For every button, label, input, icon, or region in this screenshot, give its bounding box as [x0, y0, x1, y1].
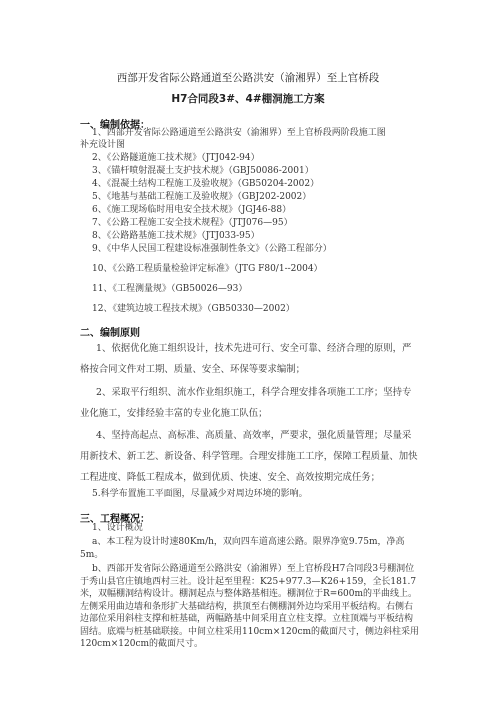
principle-paragraph: 4、坚持高起点、高标准、高质量、高效率，严要求，强化质量管理；尽量采用新技术、新工艺、新设备、科学管理。合理安排施工工序，保障工程质量、加快工程进度、降低工程成本，做到优质、快速、安全、高效按期完成任务；	[80, 430, 418, 483]
basis-item: 5、《地基与基础工程施工及验收规》（GBJ202-2002）	[92, 192, 312, 202]
overview-paragraph: a、本工程为设计时速80Km/h，双向四车道高速公路。限界净宽9.75m，净高5m。	[80, 537, 405, 560]
basis-item: 11、《工程测量规》（GB50026—93）	[92, 284, 248, 294]
document-title: 西部开发省际公路通道至公路洪安（渝湘界）至上官桥段	[116, 72, 380, 84]
basis-item: 2、《公路隧道施工技术规》（JTJ042-94）	[92, 153, 260, 163]
overview-subheading: 1、设计概况	[92, 523, 143, 533]
basis-item: 补充设计图	[80, 140, 126, 150]
section-heading-overview: 三、工程概况：	[80, 514, 150, 525]
document-subtitle: H7合同段3#、4#棚洞施工方案	[171, 93, 325, 105]
section-heading-principles: 二、编制原则	[80, 328, 140, 339]
basis-item: 1、西部开发省际公路通道至公路洪安（渝湘界）至上官桥段两阶段施工图	[92, 128, 386, 138]
basis-item: 12、《建筑边坡工程技术规》（GB50330—2002）	[92, 304, 295, 314]
basis-item: 3、《锚杆喷射混凝土支护技术规》（GBJ50086-2001）	[92, 166, 314, 176]
basis-item: 7、《公路工程施工安全技术规程》（JTJ076—95）	[92, 218, 293, 228]
overview-paragraph: b、西部开发省际公路通道至公路洪安（渝湘界）至上官桥段H7合同段3号棚洞位于秀山县官庄镇地西村三社。设计起至里程：K25+977.3—K26+159，全长181.7米，双幅棚洞结构设计。棚洞起点与整体路基相连。棚洞位于R=600m的平曲线上。左侧采用曲边墙和条形扩大基础结构，拱顶至右侧棚洞外边均采用平板结构。右侧右边部位采用斜柱支撑和桩基础，两幅路基中间采用直立柱支撑。立柱顶端与平板结构固结。底端与桩基础联接。中间立柱采用110cm×120cm的截面尺寸，侧边斜柱采用120cm×120cm的截面尺寸。	[80, 564, 420, 649]
principle-paragraph: 2、采取平行组织、流水作业组织施工，科学合理安排各项施工工序；坚持专业化施工，安排经验丰富的专业化施工队伍；	[80, 387, 412, 419]
basis-item: 8、《公路路基施工技术规》（JTJ033-95）	[92, 231, 260, 241]
basis-item: 6、《施工现场临时用电安全技术规》（JGJ46-88）	[92, 205, 292, 215]
section-heading-basis: 一、编制依据：	[80, 120, 150, 131]
principle-paragraph: 1、依据优化施工组织设计，技术先进可行、安全可靠、经济合理的原则，严格按合同文件对工期、质量、安全、环保等要求编制；	[80, 343, 412, 375]
principle-paragraph: 5.科学布置施工平面图，尽量减少对周边环境的影响。	[92, 489, 308, 499]
basis-item: 4、《混凝土结构工程施工及验收规》（GB50204-2002）	[92, 179, 320, 189]
basis-item: 9、《中华人民国工程建设标准强制性条文》（公路工程部分）	[92, 244, 332, 254]
basis-item: 10、《公路工程质量检验评定标准》（JTG F80/1--2004）	[92, 264, 323, 274]
